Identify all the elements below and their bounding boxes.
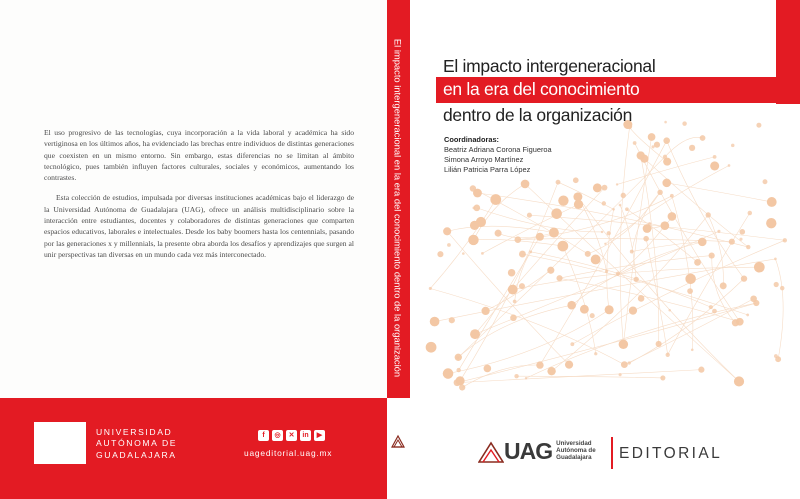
network-dot (629, 306, 637, 314)
network-dot (643, 236, 649, 242)
network-dot (712, 309, 717, 314)
network-dot (605, 270, 608, 273)
network-dot (580, 305, 589, 314)
network-dot (668, 212, 677, 221)
network-dot (426, 342, 437, 353)
back-cover-red-band (0, 398, 387, 499)
network-dot (619, 204, 622, 207)
network-dot (668, 309, 671, 312)
network-dot (766, 218, 776, 228)
network-dot (670, 194, 674, 198)
network-line (460, 182, 558, 381)
network-dot (527, 213, 532, 218)
network-dot (510, 314, 517, 321)
university-name-line-3: GUADALAJARA (96, 449, 177, 460)
coordinators-label: Coordinadoras: (444, 135, 500, 144)
network-dot (666, 353, 670, 357)
network-dot (663, 137, 670, 144)
spine-title: El impacto intergeneracional en la era del conocimiento dentro de la organización (392, 38, 404, 378)
network-dot (731, 144, 735, 148)
social-icons (258, 430, 325, 441)
network-dot (437, 251, 443, 257)
network-dot (689, 145, 695, 151)
uag-logo-subtitle-line: Guadalajara (556, 454, 592, 461)
network-dot (473, 205, 480, 212)
facebook-icon: f (258, 430, 269, 441)
network-dot (783, 238, 787, 242)
network-dot (567, 301, 576, 310)
network-dot (619, 373, 622, 376)
title-line-1: El impacto intergeneracional (443, 56, 656, 76)
network-dot (602, 185, 608, 191)
network-dot (662, 179, 671, 188)
network-dot (616, 272, 620, 276)
youtube-icon: ▶ (314, 430, 325, 441)
network-dot (739, 229, 745, 235)
network-dot (490, 194, 501, 205)
network-dot (468, 235, 478, 245)
network-dot (514, 374, 518, 378)
network-dot (515, 236, 522, 243)
network-dot (476, 217, 486, 227)
back-cover (0, 0, 387, 499)
network-dot (728, 164, 731, 167)
network-dot (746, 313, 749, 316)
network-line (498, 233, 554, 238)
network-dot (612, 208, 615, 211)
instagram-icon: ◎ (272, 430, 283, 441)
uag-logo (478, 440, 596, 463)
network-line (667, 141, 744, 279)
network-dot (780, 286, 784, 290)
network-dot (746, 245, 750, 249)
network-dot (657, 190, 662, 195)
network-line (448, 310, 609, 374)
network-dot (663, 158, 671, 166)
network-dot (591, 255, 601, 265)
network-dot (621, 193, 626, 198)
network-dot (574, 200, 583, 209)
network-dot (565, 361, 573, 369)
uag-logo-subtitle-line: Autónoma de (556, 447, 596, 454)
synopsis-paragraph-2: Esta colección de estudios, impulsada por diversas instituciones académicas bajo el liderazgo de la Universidad Autónoma de Guadalajara (UAG), ofrece un análisis multidisciplinario sobre la interacción entre estudiantes, docentes y colaboradores de distintas generaciones que comparten espacios educativos, laborales e intelectuales. Desde los baby boomers hasta los centennials, pasando por las generaciones x y millennials, la presente obra aborda los desafíos y aprendizajes que surgen al unir perspectivas tan diversas en un mundo cada vez más interconectado. (44, 193, 354, 259)
network-dot (484, 365, 492, 373)
network-dot (481, 252, 484, 255)
network-dot (558, 195, 568, 205)
network-dot (604, 243, 606, 245)
university-name-line-2: AUTÓNOMA DE (96, 438, 178, 449)
network-dot (687, 288, 693, 294)
network-dot (549, 228, 559, 238)
network-dot (585, 251, 591, 257)
network-dot (660, 221, 669, 230)
network-dot (616, 183, 618, 185)
network-dot (660, 375, 665, 380)
network-dot (710, 161, 719, 170)
network-dot (638, 295, 645, 302)
network-dot (753, 300, 759, 306)
network-dot (602, 201, 606, 205)
network-dot (519, 283, 525, 289)
network-dot (774, 282, 779, 287)
network-dot (443, 227, 451, 235)
network-dot (628, 361, 631, 364)
network-dot (443, 368, 454, 379)
network-line (607, 209, 614, 309)
network-dot (774, 354, 778, 358)
network-dot (556, 275, 562, 281)
network-dot (456, 376, 465, 385)
network-dot (556, 180, 561, 185)
network-dot (573, 177, 579, 183)
network-dot (643, 224, 652, 233)
network-dot (656, 341, 662, 347)
network-line (563, 246, 596, 354)
title-line-3: dentro de la organización (443, 105, 633, 125)
network-dot (682, 121, 686, 125)
network-dot (470, 185, 476, 191)
front-cover (410, 0, 800, 499)
corner-red-tab (776, 0, 800, 104)
network-dot (607, 231, 611, 235)
network-dot (447, 243, 451, 247)
network-dot (456, 368, 460, 372)
network-dot (754, 262, 765, 273)
network-dot (594, 352, 597, 355)
coordinator-name: Simona Arroyo Martínez (444, 155, 524, 164)
network-dot (519, 251, 526, 258)
network-dot (601, 231, 603, 233)
network-line (517, 376, 663, 378)
network-dot (619, 340, 628, 349)
network-line (629, 279, 744, 363)
coordinators-block (444, 135, 552, 175)
network-dot (521, 180, 530, 189)
network-line (665, 137, 703, 156)
network-dot (734, 376, 744, 386)
network-dot (557, 241, 568, 252)
editorial-label: EDITORIAL (619, 445, 723, 462)
network-line (775, 259, 783, 359)
network-dot (513, 300, 517, 304)
network-dot (551, 208, 562, 219)
network-dot (767, 197, 777, 207)
website-url: uageditorial.uag.mx (244, 448, 333, 458)
network-dot (625, 207, 629, 211)
spine (387, 0, 410, 499)
network-dot (664, 121, 667, 124)
network-dot (709, 253, 715, 259)
network-dot (774, 258, 777, 261)
network-dot (648, 133, 656, 141)
network-dot (525, 377, 527, 379)
x-icon: ✕ (286, 430, 297, 441)
network-dot (495, 230, 502, 237)
network-dot (706, 212, 711, 217)
network-dot (456, 356, 459, 359)
coordinator-name: Lilián Patricia Parra López (444, 165, 531, 174)
network-dot (633, 141, 637, 145)
network-dot (640, 155, 648, 163)
back-cover-synopsis (44, 127, 354, 260)
network-line (526, 303, 756, 378)
network-line (447, 231, 569, 364)
network-dot (648, 222, 651, 225)
network-dot (720, 282, 727, 289)
network-dot (593, 183, 602, 192)
network-dot (654, 142, 660, 148)
network-dot (717, 230, 720, 233)
network-dot (694, 259, 701, 266)
network-line (620, 127, 629, 345)
network-dot (590, 313, 595, 318)
spine-bottom-panel (387, 398, 410, 499)
uag-logo-subtitle (556, 440, 596, 461)
uag-crest-icon (478, 441, 504, 463)
uag-logo-subtitle-line: Universidad (556, 440, 592, 447)
title-highlight-band (436, 77, 776, 103)
synopsis-paragraph-1: El uso progresivo de las tecnologías, cuya incorporación a la vida laboral y académica ha sido vertiginosa en los últimos años, ha evidenciado las brechas entre individuos de distintas generaciones que coexisten en un mismo entorno. Sin embargo, estas diferencias no se limitan al ámbito tecnológico, pues también influyen factores culturales, sociales y económicos, aumentando los contrastes. (44, 128, 354, 183)
network-dot (691, 348, 694, 351)
network-dot (547, 367, 555, 375)
logo-divider (611, 437, 613, 469)
network-line (457, 370, 701, 383)
network-dot (536, 233, 544, 241)
network-dot (547, 267, 554, 274)
network-dot (570, 342, 574, 346)
network-line (635, 143, 740, 322)
network-dot (508, 269, 516, 277)
network-dot (698, 367, 704, 373)
university-name-line-1: UNIVERSIDAD (96, 427, 173, 437)
network-line (473, 188, 588, 253)
university-name (96, 427, 177, 461)
linkedin-icon: in (300, 430, 311, 441)
network-dot (729, 239, 735, 245)
network-dot (685, 274, 696, 285)
coordinator-name: Beatriz Adriana Corona Figueroa (444, 145, 552, 154)
network-dot (739, 238, 742, 241)
uag-logo-text: UAG (504, 438, 553, 464)
network-dot (698, 238, 707, 247)
network-dot (763, 179, 768, 184)
network-dot (748, 211, 752, 215)
network-dot (756, 123, 761, 128)
network-dot (470, 329, 480, 339)
title-line-2: en la era del conocimiento (443, 79, 640, 99)
network-dot (536, 361, 543, 368)
network-dot (741, 275, 747, 281)
network-dot (449, 317, 455, 323)
network-dot (700, 135, 706, 141)
network-dot (430, 317, 440, 327)
network-line (430, 200, 495, 289)
publisher-mark-icon (390, 433, 406, 449)
network-line (457, 303, 756, 383)
network-dot (713, 155, 717, 159)
network-dot (621, 361, 628, 368)
network-dot (630, 250, 634, 254)
network-dot (462, 252, 465, 255)
network-dot (605, 305, 614, 314)
barcode-placeholder (34, 422, 86, 464)
network-dot (481, 307, 489, 315)
network-dot (634, 277, 639, 282)
network-dot (508, 285, 518, 295)
network-dot (732, 319, 739, 326)
network-dot (429, 287, 432, 290)
network-dot (709, 305, 713, 309)
network-dot (529, 250, 532, 253)
